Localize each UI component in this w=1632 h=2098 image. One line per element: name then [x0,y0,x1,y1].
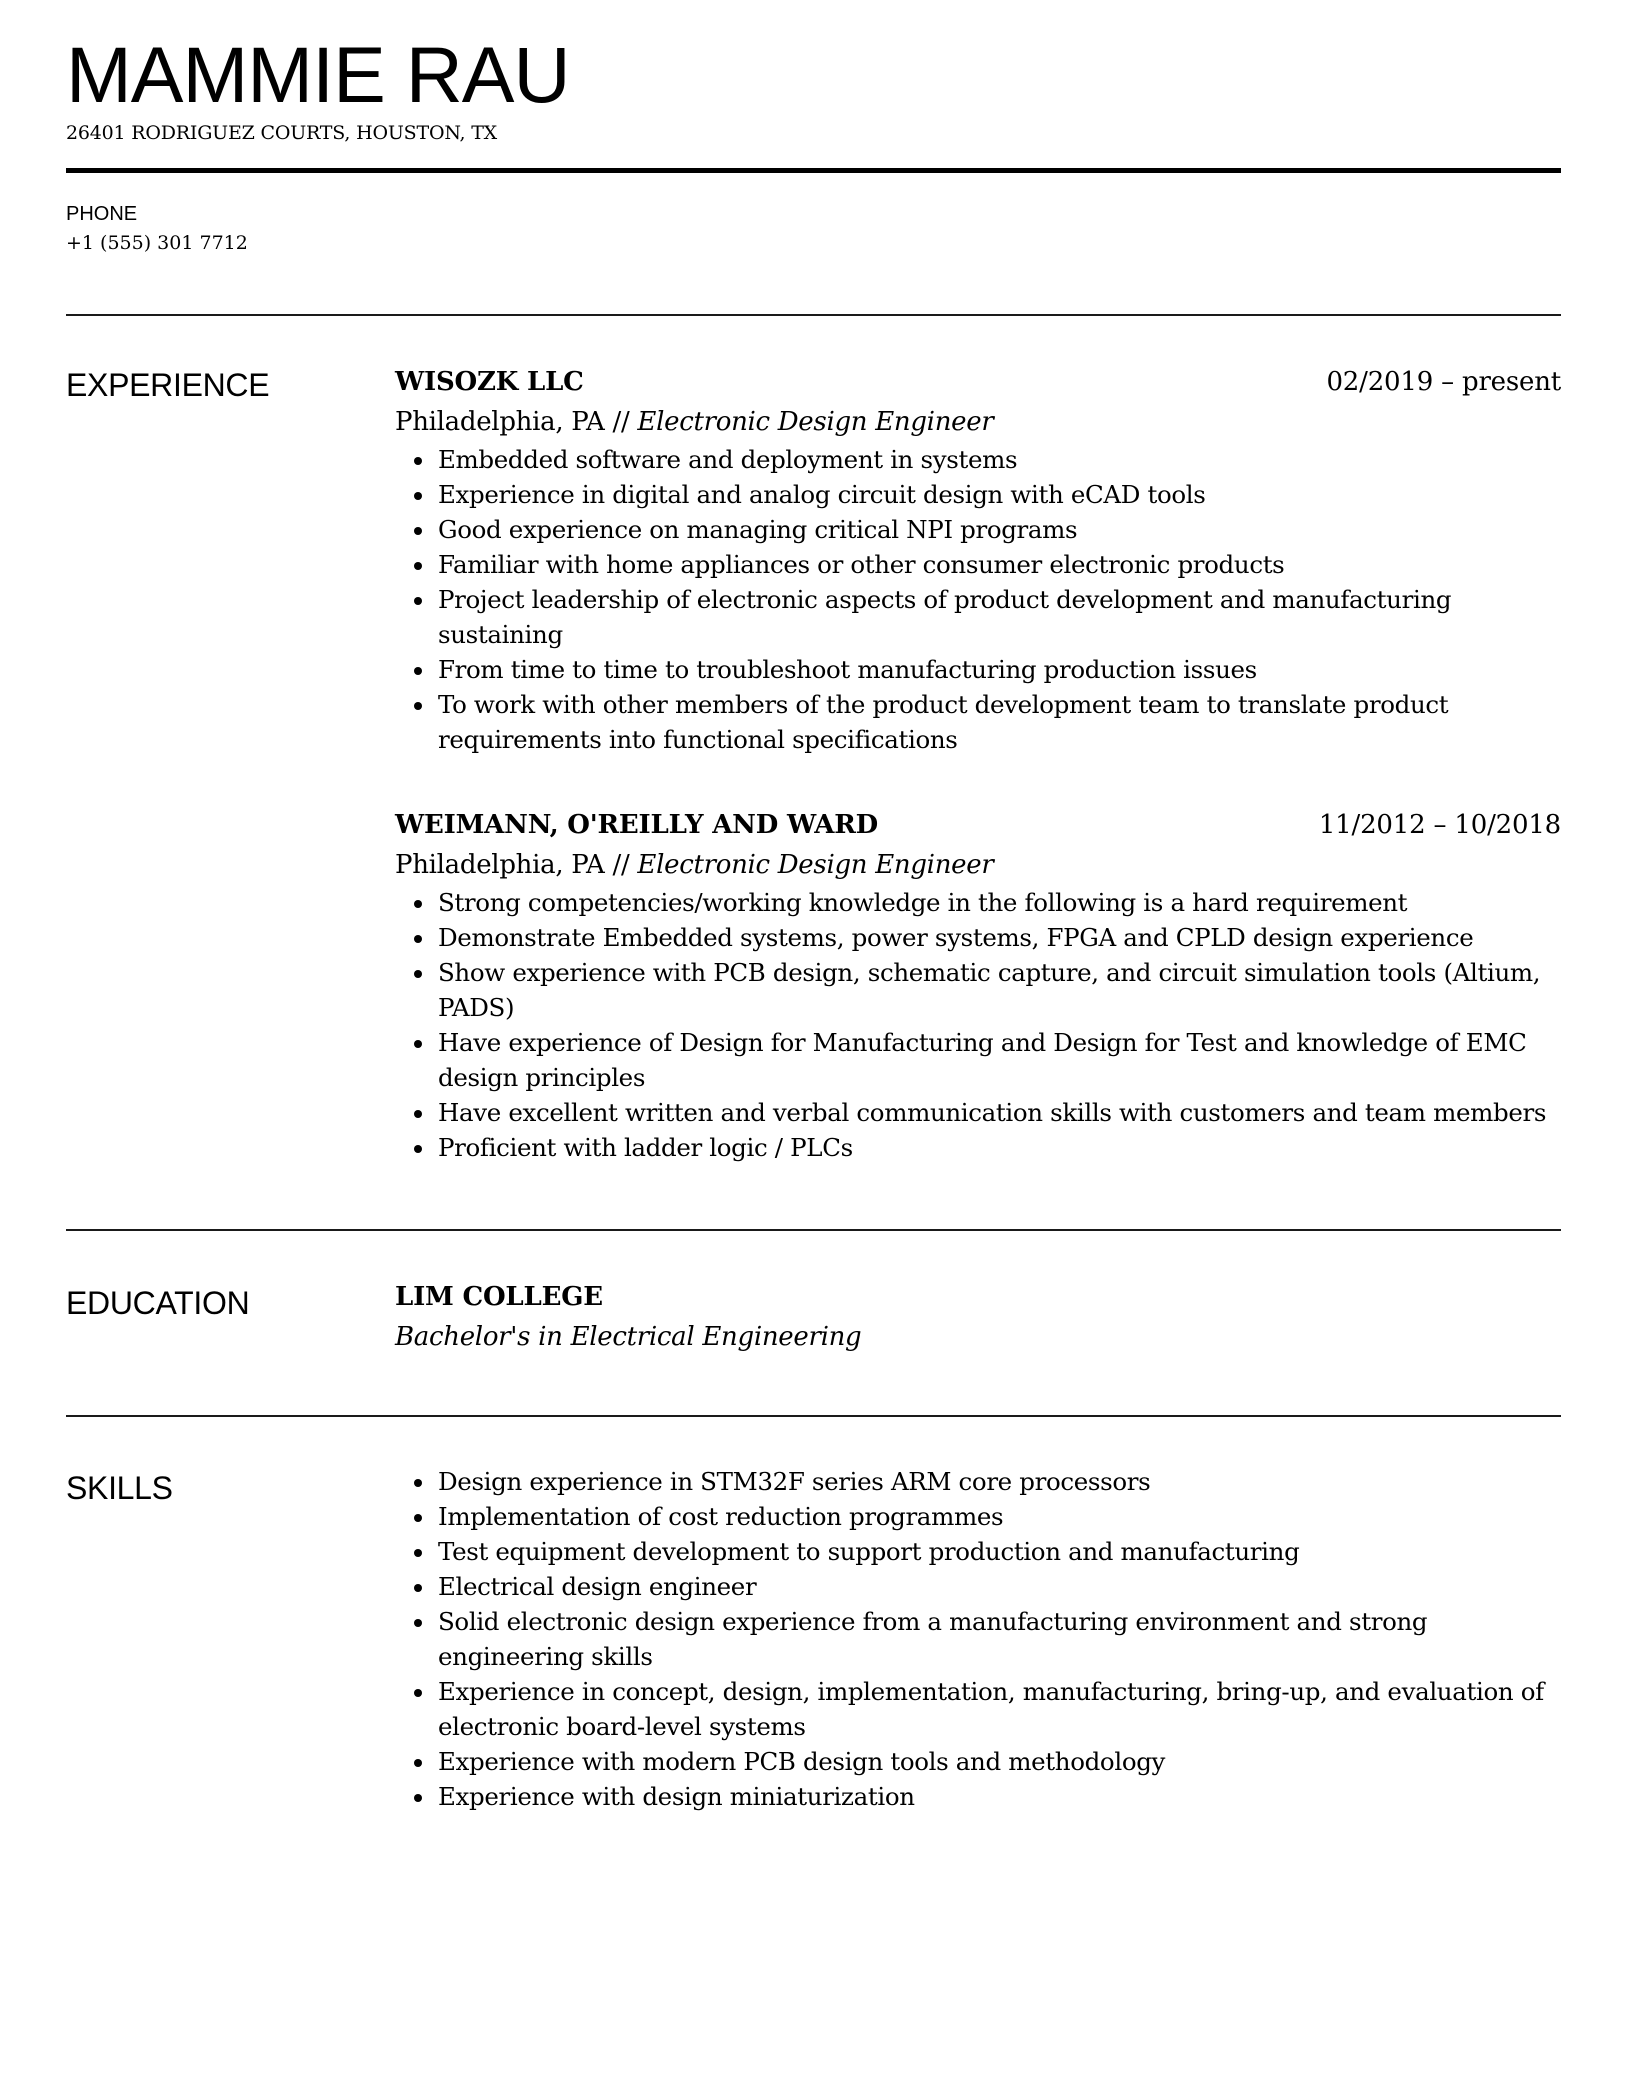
bullet-text: Familiar with home appliances or other consumer electronic products [438,550,1285,579]
bullet-item [395,1534,1561,1569]
phone-label: PHONE [66,203,138,225]
bullet-item [395,1674,1561,1744]
bullet-icon [414,900,422,908]
skills-list [395,1464,1561,1814]
bullet-text: Experience in concept, design, implementation, manufacturing, bring-up, and evaluation of electronic board-level systems [438,1677,1544,1741]
phone-number: +1 (555) 301 7712 [66,232,248,254]
bullet-icon [414,935,422,943]
experience-section [395,362,1561,1165]
bullet-text: Experience with modern PCB design tools and methodology [438,1747,1166,1776]
bullet-item [395,1025,1561,1095]
bullet-text: Solid electronic design experience from a manufacturing environment and strong engineering skills [438,1607,1428,1671]
bullet-icon [414,1794,422,1802]
job-header [395,362,1561,402]
bullet-text: Test equipment development to support production and manufacturing [438,1537,1300,1566]
experience-heading: EXPERIENCE [66,367,270,403]
bullet-icon [414,702,422,710]
job-title: Electronic Design Engineer [637,850,994,880]
bullet-icon [414,1110,422,1118]
bullet-icon [414,970,422,978]
bullet-text: Project leadership of electronic aspects of product development and manufacturing sustaining [438,585,1452,649]
bullet-item [395,1464,1561,1499]
school-name: LIM COLLEGE [395,1282,603,1312]
bullet-icon [414,597,422,605]
bullet-item [395,547,1561,582]
bullet-text: Have experience of Design for Manufacturing and Design for Test and knowledge of EMC design principles [438,1028,1527,1092]
bullet-text: Proficient with ladder logic / PLCs [438,1133,853,1162]
bullet-item [395,512,1561,547]
bullet-icon [414,1514,422,1522]
bullet-item [395,1499,1561,1534]
job-title: Electronic Design Engineer [637,407,994,437]
bullet-item [395,1604,1561,1674]
bullet-item [395,1095,1561,1130]
bullet-item [395,1130,1561,1165]
bullet-item [395,687,1561,757]
skills-section [395,1464,1561,1814]
bullet-icon [414,457,422,465]
bullet-icon [414,1549,422,1557]
bullet-item [395,920,1561,955]
job-location: Philadelphia, PA [395,407,605,437]
education-section [395,1277,1561,1357]
bullet-text: Implementation of cost reduction programmes [438,1502,1004,1531]
section-divider [66,314,1561,316]
job-location: Philadelphia, PA [395,850,605,880]
job-entry [395,362,1561,757]
job-bullets [395,885,1561,1165]
bullet-item [395,582,1561,652]
separator: // [604,407,638,437]
job-subline [395,402,1561,442]
separator: // [604,850,638,880]
bullet-icon [414,1689,422,1697]
bullet-text: Experience in digital and analog circuit design with eCAD tools [438,480,1206,509]
section-divider [66,1415,1561,1417]
job-dates: 11/2012 – 10/2018 [1318,810,1561,840]
bullet-text: To work with other members of the product development team to translate product requirements into functional specifications [438,690,1449,754]
bullet-text: Electrical design engineer [438,1572,757,1601]
bullet-text: Experience with design miniaturization [438,1782,915,1811]
bullet-icon [414,1040,422,1048]
job-bullets [395,442,1561,757]
bullet-item [395,1744,1561,1779]
job-dates: 02/2019 – present [1326,367,1561,397]
bullet-item [395,955,1561,1025]
section-divider [66,1229,1561,1231]
bullet-text: From time to time to troubleshoot manufacturing production issues [438,655,1257,684]
education-heading: EDUCATION [66,1285,250,1321]
bullet-icon [414,492,422,500]
bullet-icon [414,667,422,675]
bullet-item [395,652,1561,687]
bullet-text: Show experience with PCB design, schematic capture, and circuit simulation tools (Altium, PADS) [438,958,1541,1022]
bullet-text: Strong competencies/working knowledge in the following is a hard requirement [438,888,1408,917]
bullet-item [395,1569,1561,1604]
bullet-item [395,442,1561,477]
bullet-text: Embedded software and deployment in systems [438,445,1018,474]
bullet-icon [414,1759,422,1767]
degree: Bachelor's in Electrical Engineering [395,1322,862,1352]
bullet-item [395,885,1561,920]
bullet-icon [414,1619,422,1627]
bullet-item [395,477,1561,512]
bullet-icon [414,1145,422,1153]
job-header [395,805,1561,845]
bullet-icon [414,1584,422,1592]
bullet-text: Demonstrate Embedded systems, power systems, FPGA and CPLD design experience [438,923,1474,952]
job-entry [395,805,1561,1165]
bullet-text: Have excellent written and verbal communication skills with customers and team members [438,1098,1547,1127]
skills-heading: SKILLS [66,1470,173,1506]
company-name: WEIMANN, O'REILLY AND WARD [395,810,879,840]
company-name: WISOZK LLC [395,367,584,397]
bullet-icon [414,562,422,570]
job-subline [395,845,1561,885]
header-divider [66,168,1561,173]
bullet-text: Good experience on managing critical NPI programs [438,515,1078,544]
candidate-address: 26401 RODRIGUEZ COURTS, HOUSTON, TX [66,122,498,144]
bullet-item [395,1779,1561,1814]
bullet-icon [414,1479,422,1487]
bullet-text: Design experience in STM32F series ARM core processors [438,1467,1151,1496]
bullet-icon [414,527,422,535]
candidate-name: MAMMIE RAU [66,30,570,119]
